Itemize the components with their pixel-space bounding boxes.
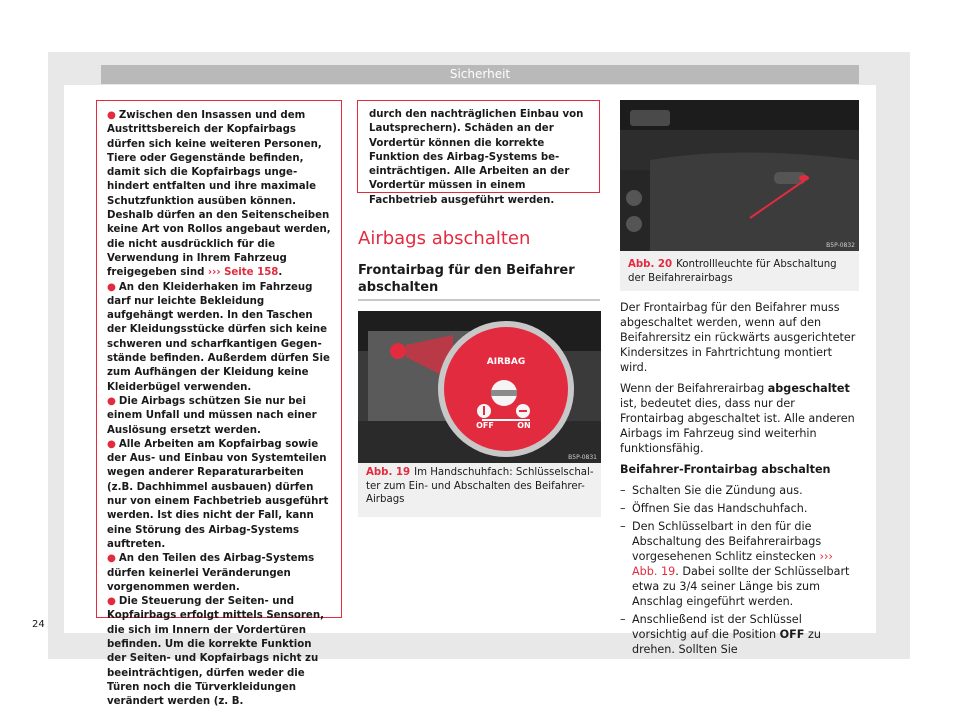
warning-item: ● Zwischen den Insassen und dem Austrittsbereich der Kopfairbags dürfen sich keine weiteren Personen, Tiere oder Gegenstände befinden, damit sich die Kopfairbags ungehindert entfalten und ihre maximale Schutzfunktion ausüben können. Deshalb dürfen an den Seitenscheiben keine Art von Rollos angebaut werden, die nicht ausdrücklich für die Verwendung in Ihrem Fahrzeug freigegeben sind ››› Seite 158.	[107, 110, 331, 279]
instructions-heading: Beifahrer-Frontairbag abschalten	[620, 463, 831, 476]
warning-item: ● Die Airbags schützen Sie nur bei einem Unfall und müssen nach einer Auslösung ersetzt werden.	[107, 395, 317, 436]
paragraph: Der Frontairbag für den Beifahrer muss abgeschaltet werden, wenn auf den Beifahrersitz ein rückwärts ausgerichteter Kindersitzes in Fahrtrichtung montiert wird.	[620, 301, 856, 374]
figure-20-image	[620, 100, 859, 251]
section-title: Airbags abschalten	[358, 228, 531, 249]
bullet-icon: ●	[107, 395, 116, 407]
page-reference-link[interactable]: ››› Seite 158	[207, 267, 279, 279]
glovebox-switch-illustration	[358, 311, 601, 463]
figure-20-caption: Abb. 20 Kontrollleuchte für Abschaltung der Beifahrerairbags	[628, 259, 837, 284]
warning-item: ● Die Steuerung der Seiten- und Kopfairbags erfolgt mittels Sensoren, die sich im Innern der Vordertüren befinden. Um die korrekte Funktion der Seiten- und Kopfairbags nicht zu beeinträchtigen, dürfen weder die Türen noch die Türverkleidungen verändert werden (z. B.	[107, 596, 324, 708]
warning-item: ● An den Teilen des Airbag-Systems dürfen keinerlei Veränderungen vorgenommen werden.	[107, 553, 315, 593]
figure-label: Abb. 19	[366, 467, 411, 478]
warning-item: ● An den Kleiderhaken im Fahrzeug darf nur leichte Bekleidung aufgehängt werden. In den Taschen der Kleidungsstücke dürfen sich keine schweren und scharfkantigen Gegenstände befinden. Außerdem dürfen Sie zum Aufhängen der Kleidung keine Kleiderbügel verwenden.	[107, 281, 330, 393]
figure-19-image	[358, 311, 601, 463]
figure-reference-link[interactable]: ››› Abb. 19	[632, 550, 833, 578]
bullet-icon: ●	[107, 553, 116, 565]
warning-box-continued: durch den nachträglichen Einbau von Lautsprechern). Schäden an der Vordertür können die korrekte Funktion des Airbag-Systems beeinträchtigen. Alle Arbeiten an der Vordertür müssen in einem Fachbetrieb ausgeführt werden.	[357, 100, 600, 193]
warning-item: ● Alle Arbeiten am Kopfairbag sowie der Aus- und Einbau von Systemteilen wegen anderer Reparaturarbeiten (z.B. Dachhimmel ausbauen) dürfen nur von einem Fachbetrieb ausgeführt werden. Ist dies nicht der Fall, kann eine Störung des Airbag-Systems auftreten.	[107, 438, 329, 550]
bullet-icon: ●	[107, 281, 116, 293]
step-item: – Öffnen Sie das Handschuhfach.	[620, 502, 808, 515]
figure-code: B5P-0832	[826, 242, 855, 249]
bullet-icon: ●	[107, 438, 116, 450]
step-item: – Anschließend ist der Schlüssel vorsichtig auf die Position OFF zu drehen. Sollten Sie	[620, 613, 821, 656]
sub-title: Frontairbag für den Beifahrer abschalten	[358, 263, 575, 295]
step-item: – Schalten Sie die Zündung aus.	[620, 484, 803, 497]
on-label: ON	[517, 421, 531, 430]
step-item: – Den Schlüsselbart in den für die Abschaltung des Beifahrerairbags vorgesehenen Schlitz einstecken ››› Abb. 19. Dabei sollte der Schlüsselbart etwa zu 3/4 seiner Länge bis zum Anschlag eingeführt werden.	[620, 520, 850, 608]
bullet-icon: ●	[107, 110, 116, 121]
off-label: OFF	[476, 421, 494, 430]
figure-code: B5P-0831	[568, 454, 597, 461]
page-number: 24	[32, 619, 45, 630]
figure-19-caption: Abb. 19 Im Handschuhfach: Schlüsselschalter zum Ein- und Abschalten des Beifahrer-Airbags	[366, 467, 594, 505]
bullet-icon: ●	[107, 596, 116, 608]
warning-lamp-illustration	[620, 100, 859, 251]
page-header: Sicherheit	[101, 65, 859, 84]
body-text	[620, 300, 860, 660]
divider	[358, 299, 600, 301]
warning-box-left	[96, 100, 342, 708]
figure-label: Abb. 20	[628, 259, 673, 270]
paragraph: Wenn der Beifahrerairbag abgeschaltet ist, bedeutet dies, dass nur der Frontairbag abgeschaltet ist. Alle anderen Airbags im Fahrzeug sind weiterhin funktionsfähig.	[620, 382, 855, 455]
airbag-label: AIRBAG	[486, 357, 526, 367]
